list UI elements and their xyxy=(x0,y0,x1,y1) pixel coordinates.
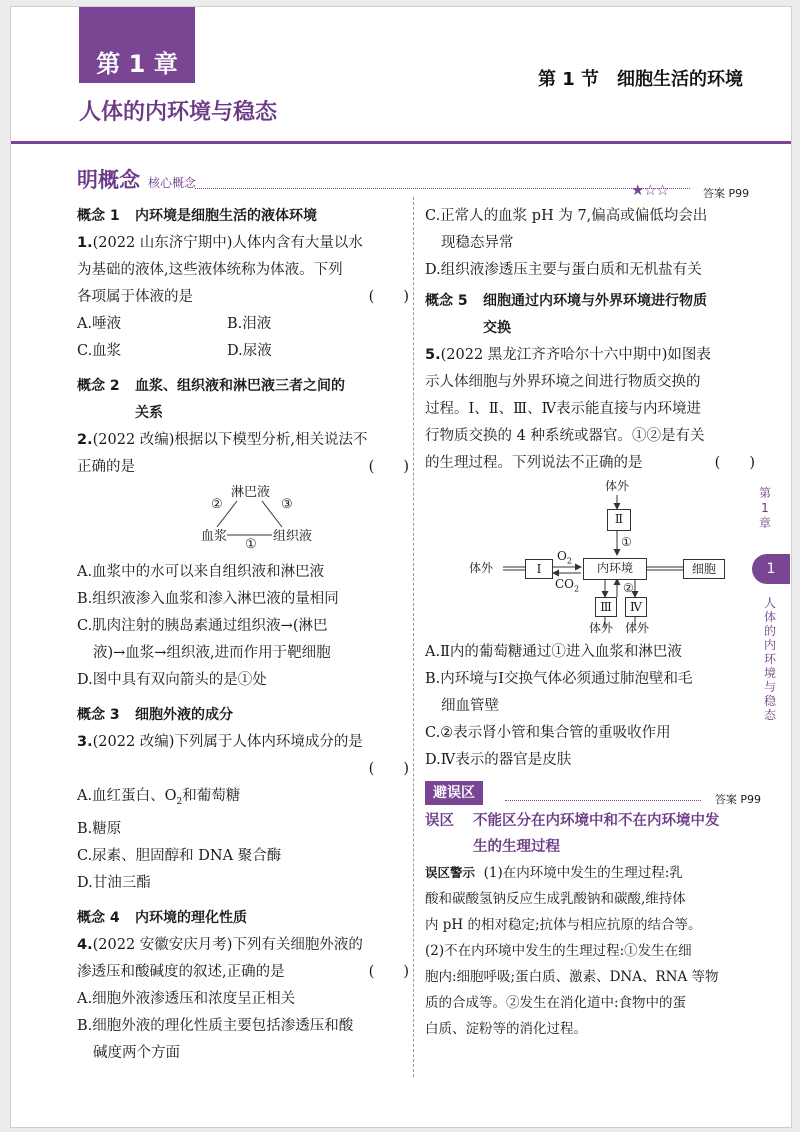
question-5 xyxy=(425,342,761,774)
side-title-text: 人体的内环境与稳态 xyxy=(763,596,776,722)
warning-text: (1)在内环境中发生的生理过程:乳 xyxy=(483,865,683,881)
answer-blank: ( ) xyxy=(368,761,409,777)
subscript: 2 xyxy=(176,796,183,807)
option-c: C.②表示肾小管和集合管的重吸收作用 xyxy=(425,725,671,741)
warning-text: (2)不在内环境中发生的生理过程:①发生在细 xyxy=(425,943,692,959)
diagram-plasma: 血浆 xyxy=(201,529,228,544)
option-a: A.血浆中的水可以来自组织液和淋巴液 xyxy=(77,564,325,580)
concept-label: 概念 1 xyxy=(77,208,120,224)
header-divider xyxy=(11,141,791,144)
chapter-label: 第 1 章 xyxy=(96,50,178,78)
warning-label: 误区警示 xyxy=(425,865,476,880)
answer-blank: ( ) xyxy=(368,459,409,475)
warning-text: 内 pH 的相对稳定;抗体与相应抗原的结合等。 xyxy=(425,917,702,933)
diagram-arrows xyxy=(425,479,761,635)
mistake-title-text: 不能区分在内环境中和不在内环境中发 xyxy=(473,813,720,829)
concept-label: 概念 3 xyxy=(77,707,120,723)
concept-title-cont: 交换 xyxy=(483,320,511,336)
option-b: B.细胞外液的理化性质主要包括渗透压和酸 xyxy=(77,1017,354,1034)
option-c: C.正常人的血浆 pH 为 7,偏高或偏低均会出 xyxy=(425,208,708,224)
option-c: C.肌肉注射的胰岛素通过组织液→(淋巴 xyxy=(77,618,328,634)
mistake-title-cont: 生的生理过程 xyxy=(473,839,560,855)
question-text: 示人体细胞与外界环境之间进行物质交换的 xyxy=(425,374,701,390)
answer-ref-1: 答案 P99 xyxy=(703,187,750,200)
concept-4 xyxy=(77,905,415,932)
option-d: D.图中具有双向箭头的是①处 xyxy=(77,672,267,688)
fluid-relation-diagram xyxy=(77,485,415,553)
question-text: 为基础的液体,这些液体统称为体液。下列 xyxy=(77,262,343,278)
label-outside-bottom-1: 体外 xyxy=(589,621,614,635)
warning-text: 胞内:细胞呼吸;蛋白质、激素、DNA、RNA 等物 xyxy=(425,969,719,985)
ming-header xyxy=(77,167,415,201)
concept-label: 概念 2 xyxy=(77,378,120,394)
option-a: A.细胞外液渗透压和浓度呈正相关 xyxy=(77,990,296,1007)
concept-2 xyxy=(77,373,415,427)
page-number-tab xyxy=(752,554,790,584)
page xyxy=(10,6,792,1128)
avoid-mistakes-header xyxy=(425,780,761,808)
core-concept-label: 核心概念 xyxy=(148,176,197,190)
option-c-cont: 现稳态异常 xyxy=(441,235,514,251)
diagram-mark-1: ① xyxy=(245,537,257,552)
answer-ref-2: 答案 P99 xyxy=(714,793,761,806)
answer-blank: ( ) xyxy=(714,455,755,471)
question-text: 过程。Ⅰ、Ⅱ、Ⅲ、Ⅳ表示能直接与内环境进 xyxy=(425,401,702,417)
exchange-diagram xyxy=(425,479,761,635)
side-chapter-label xyxy=(750,486,780,531)
chapter-tab xyxy=(79,7,195,83)
label-outside-bottom-2: 体外 xyxy=(625,621,650,635)
diagram-lymph: 淋巴液 xyxy=(231,485,271,500)
question-number: 5. xyxy=(425,347,441,363)
right-column xyxy=(425,203,761,1042)
mistake-warning xyxy=(425,860,761,1042)
question-text: (2022 改编)下列属于人体内环境成分的是 xyxy=(92,734,363,750)
option-b-cont: 碱度两个方面 xyxy=(93,1044,180,1061)
concept-label: 概念 4 xyxy=(77,909,120,926)
option-a xyxy=(77,783,415,816)
question-text: (2022 山东济宁期中)人体内含有大量以水 xyxy=(92,235,363,251)
option-a-text: A.血红蛋白、O xyxy=(77,788,177,804)
box-iv: Ⅳ xyxy=(625,597,647,617)
option-c-cont: 液)→血浆→组织液,进而作用于靶细胞 xyxy=(93,645,331,661)
o2-text: O xyxy=(557,549,567,563)
question-text: 渗透压和酸碱度的叙述,正确的是 xyxy=(77,963,285,980)
concept-1 xyxy=(77,203,415,230)
subscript: 2 xyxy=(566,556,572,566)
label-co2 xyxy=(555,577,579,596)
question-text: (2022 改编)根据以下模型分析,相关说法不 xyxy=(92,432,368,448)
concept-title: 内环境是细胞生活的液体环境 xyxy=(135,208,317,224)
option-a: A.Ⅱ内的葡萄糖通过①进入血浆和淋巴液 xyxy=(425,644,682,660)
side-chapter-text: 第1章 xyxy=(758,486,771,530)
option-b: B.组织液渗入血浆和渗入淋巴液的量相同 xyxy=(77,591,339,607)
question-text: (2022 黑龙江齐齐哈尔十六中期中)如图表 xyxy=(440,347,711,363)
option-b-cont: 细血管壁 xyxy=(441,698,499,714)
option-d: D.尿液 xyxy=(227,343,272,359)
diagram-mark-3: ③ xyxy=(281,497,293,512)
question-2 xyxy=(77,427,415,694)
concept-5 xyxy=(425,288,761,342)
option-b: B.泪液 xyxy=(227,316,272,332)
answer-blank: ( ) xyxy=(368,963,409,980)
question-number: 4. xyxy=(77,936,93,953)
box-cell: 细胞 xyxy=(683,559,725,579)
subscript: 2 xyxy=(574,584,580,594)
box-internal-env: 内环境 xyxy=(583,558,647,580)
question-1 xyxy=(77,230,415,365)
question-number: 1. xyxy=(77,235,93,251)
question-4 xyxy=(77,932,415,1067)
question-number: 3. xyxy=(77,734,93,750)
label-o2 xyxy=(557,549,572,568)
diagram-tissue-fluid: 组织液 xyxy=(273,529,313,544)
mistake-title xyxy=(425,808,761,860)
option-b: B.糖原 xyxy=(77,820,122,837)
option-a: A.唾液 xyxy=(77,316,122,332)
option-b: B.内环境与Ⅰ交换气体必须通过肺泡壁和毛 xyxy=(425,671,693,687)
question-3 xyxy=(77,729,415,897)
ming-title: 明概念 xyxy=(77,168,140,192)
concept-3 xyxy=(77,702,415,729)
co2-text: CO xyxy=(555,577,575,591)
box-iii: Ⅲ xyxy=(595,597,617,617)
option-d: D.甘油三酯 xyxy=(77,874,151,891)
left-column xyxy=(77,167,415,1067)
question-text: (2022 安徽安庆月考)下列有关细胞外液的 xyxy=(92,936,363,953)
option-d: D.Ⅳ表示的器官是皮肤 xyxy=(425,752,572,768)
warning-text: 酸和碳酸氢钠反应生成乳酸钠和碳酸,维持体 xyxy=(425,891,686,907)
diagram-mark-2: ② xyxy=(211,497,223,512)
dotted-rule xyxy=(195,188,690,189)
section-title: 第 1 节 细胞生活的环境 xyxy=(537,69,743,90)
concept-title: 细胞外液的成分 xyxy=(135,707,233,723)
dotted-rule xyxy=(505,800,701,801)
concept-title: 内环境的理化性质 xyxy=(135,909,247,926)
question-text: 的生理过程。下列说法不正确的是 xyxy=(425,455,643,471)
difficulty-stars: ★☆☆ xyxy=(631,181,669,199)
box-i: Ⅰ xyxy=(525,559,553,579)
concept-label: 概念 5 xyxy=(425,293,468,309)
option-a-text: 和葡萄糖 xyxy=(182,788,241,804)
label-outside-top: 体外 xyxy=(605,479,630,493)
question-text: 正确的是 xyxy=(77,459,135,475)
option-c: C.血浆 xyxy=(77,343,122,359)
concept-title: 细胞通过内环境与外界环境进行物质 xyxy=(483,293,707,309)
label-outside-left: 体外 xyxy=(469,561,494,575)
question-number: 2. xyxy=(77,432,93,448)
option-d: D.组织液渗透压主要与蛋白质和无机盐有关 xyxy=(425,262,702,278)
side-title xyxy=(758,596,782,722)
concept-title-cont: 关系 xyxy=(135,405,163,421)
warning-text: 白质、淀粉等的消化过程。 xyxy=(425,1021,587,1037)
mark-2: ② xyxy=(623,581,634,595)
box-ii: Ⅱ xyxy=(607,509,631,531)
answer-blank: ( ) xyxy=(368,289,409,305)
mark-1: ① xyxy=(621,535,632,549)
mistake-label: 误区 xyxy=(425,813,454,829)
question-text: 行物质交换的 4 种系统或器官。①②是有关 xyxy=(425,428,705,444)
avoid-mistakes-tag: 避误区 xyxy=(425,781,483,805)
chapter-subtitle: 人体的内环境与稳态 xyxy=(79,100,278,125)
option-c: C.尿素、胆固醇和 DNA 聚合酶 xyxy=(77,847,282,864)
concept-title: 血浆、组织液和淋巴液三者之间的 xyxy=(135,378,345,394)
question-text: 各项属于体液的是 xyxy=(77,289,193,305)
warning-text: 质的合成等。②发生在消化道中:食物中的蛋 xyxy=(425,995,687,1011)
page-number: 1 xyxy=(766,561,776,577)
